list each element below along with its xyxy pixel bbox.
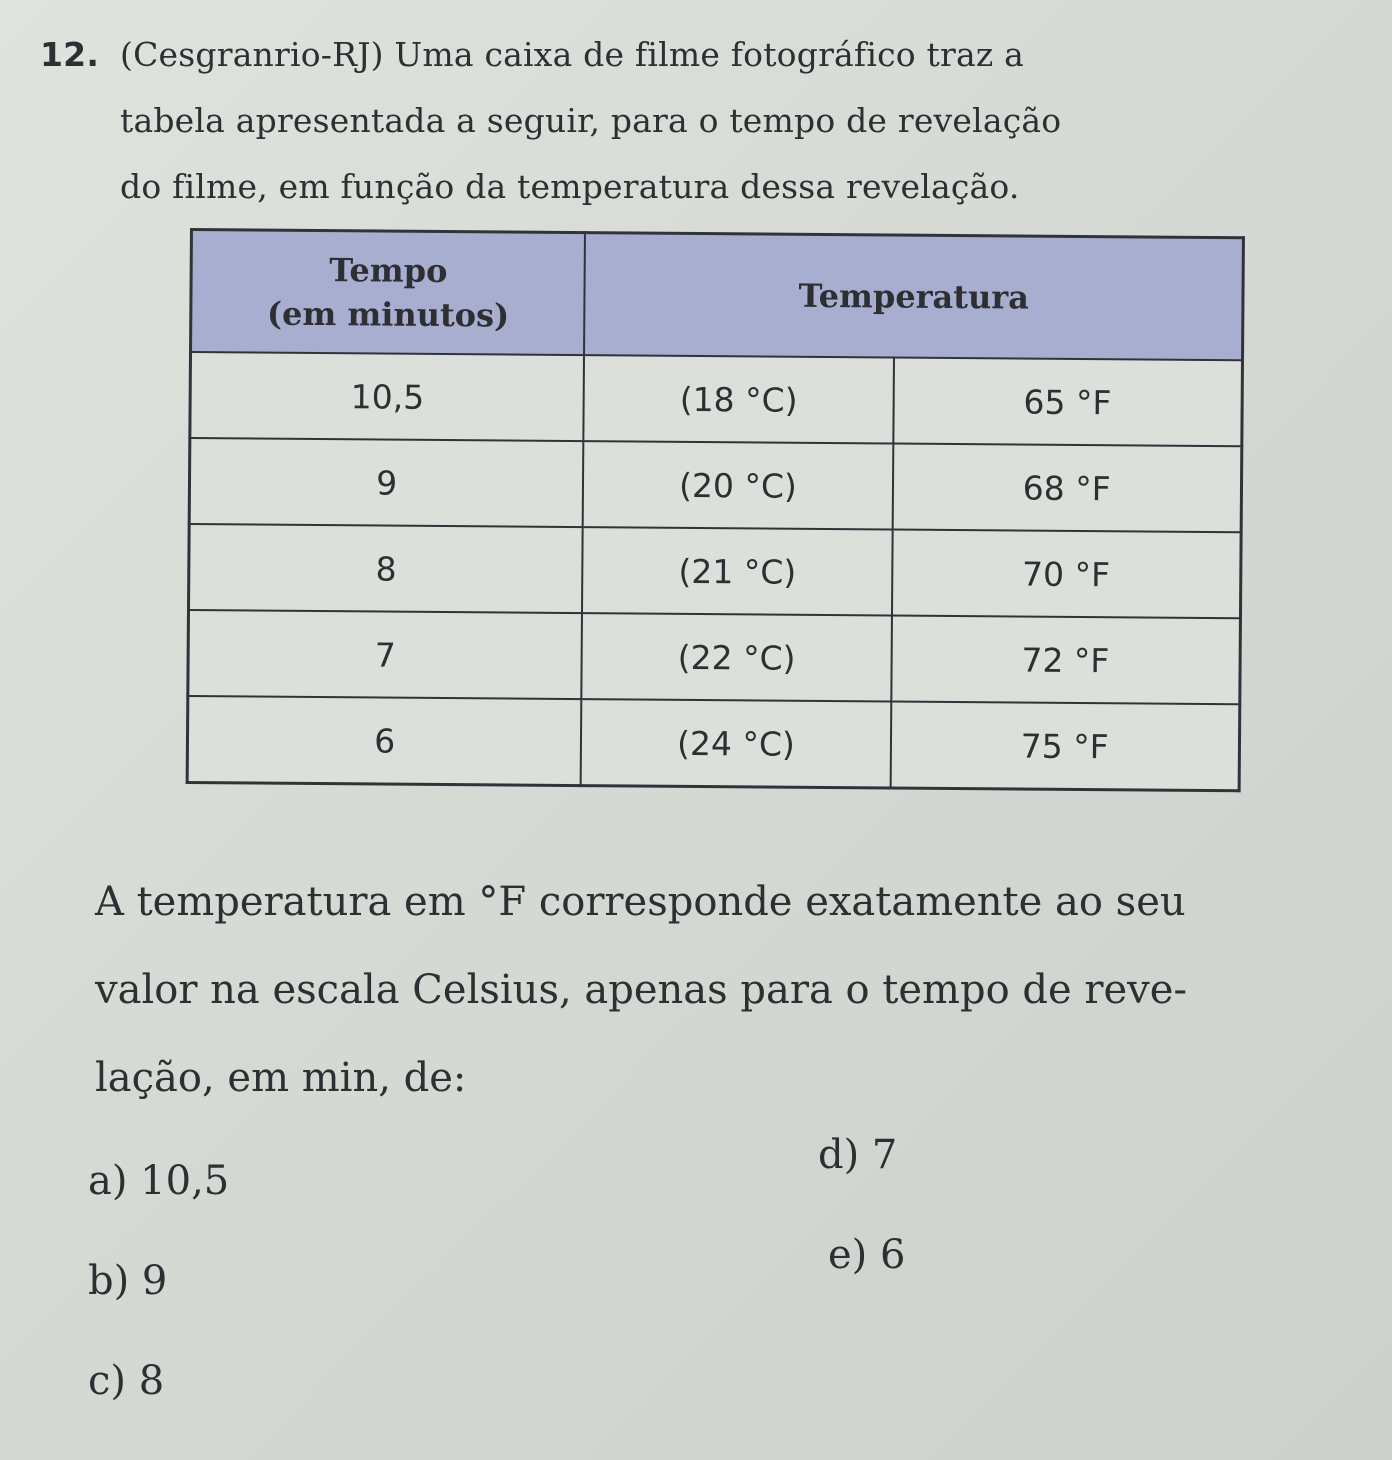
- header-time: Tempo (em minutos): [191, 230, 586, 356]
- question-line-3: lação, em min, de:: [95, 1055, 467, 1101]
- cell-celsius: (21 °C): [582, 527, 892, 615]
- table-row: [190, 352, 1243, 446]
- intro-line-2: tabela apresentada a seguir, para o tempo de revelação: [120, 101, 1062, 140]
- table-row: [189, 438, 1242, 532]
- cell-time: 7: [188, 610, 583, 699]
- cell-fahrenheit: 70 °F: [892, 530, 1242, 619]
- question-text: [95, 858, 1375, 1122]
- cell-celsius: (24 °C): [581, 699, 891, 788]
- table-row: [188, 524, 1241, 618]
- question-line-1: A temperatura em °F corresponde exatamente ao seu: [95, 879, 1186, 925]
- cell-celsius: (18 °C): [584, 355, 894, 443]
- cell-time: 9: [189, 438, 584, 527]
- cell-fahrenheit: 72 °F: [891, 616, 1241, 705]
- problem-statement: [40, 22, 1340, 220]
- intro-line-3: do filme, em função da temperatura dessa revelação.: [120, 167, 1020, 206]
- cell-time: 10,5: [190, 352, 585, 441]
- cell-celsius: (22 °C): [582, 613, 892, 701]
- option-c[interactable]: c) 8: [88, 1358, 165, 1404]
- header-temperature: Temperatura: [584, 233, 1243, 361]
- cell-fahrenheit: 68 °F: [892, 444, 1242, 533]
- table-row: [188, 610, 1241, 704]
- option-a[interactable]: a) 10,5: [88, 1158, 230, 1204]
- cell-time: 8: [188, 524, 583, 613]
- option-e[interactable]: e) 6: [828, 1232, 906, 1278]
- time-temperature-table: [186, 228, 1245, 792]
- table-row: [187, 696, 1240, 791]
- table-header-row: [191, 230, 1244, 361]
- cell-time: 6: [187, 696, 582, 786]
- option-d[interactable]: d) 7: [818, 1132, 898, 1178]
- option-b[interactable]: b) 9: [88, 1258, 168, 1304]
- intro-line-1: 12. (Cesgranrio-RJ) Uma caixa de filme fotográfico traz a: [40, 22, 1340, 88]
- cell-celsius: (20 °C): [583, 441, 893, 529]
- cell-fahrenheit: 65 °F: [893, 358, 1243, 447]
- problem-number: 12.: [40, 35, 100, 74]
- cell-fahrenheit: 75 °F: [890, 702, 1240, 791]
- question-line-2: valor na escala Celsius, apenas para o tempo de reve-: [95, 967, 1187, 1013]
